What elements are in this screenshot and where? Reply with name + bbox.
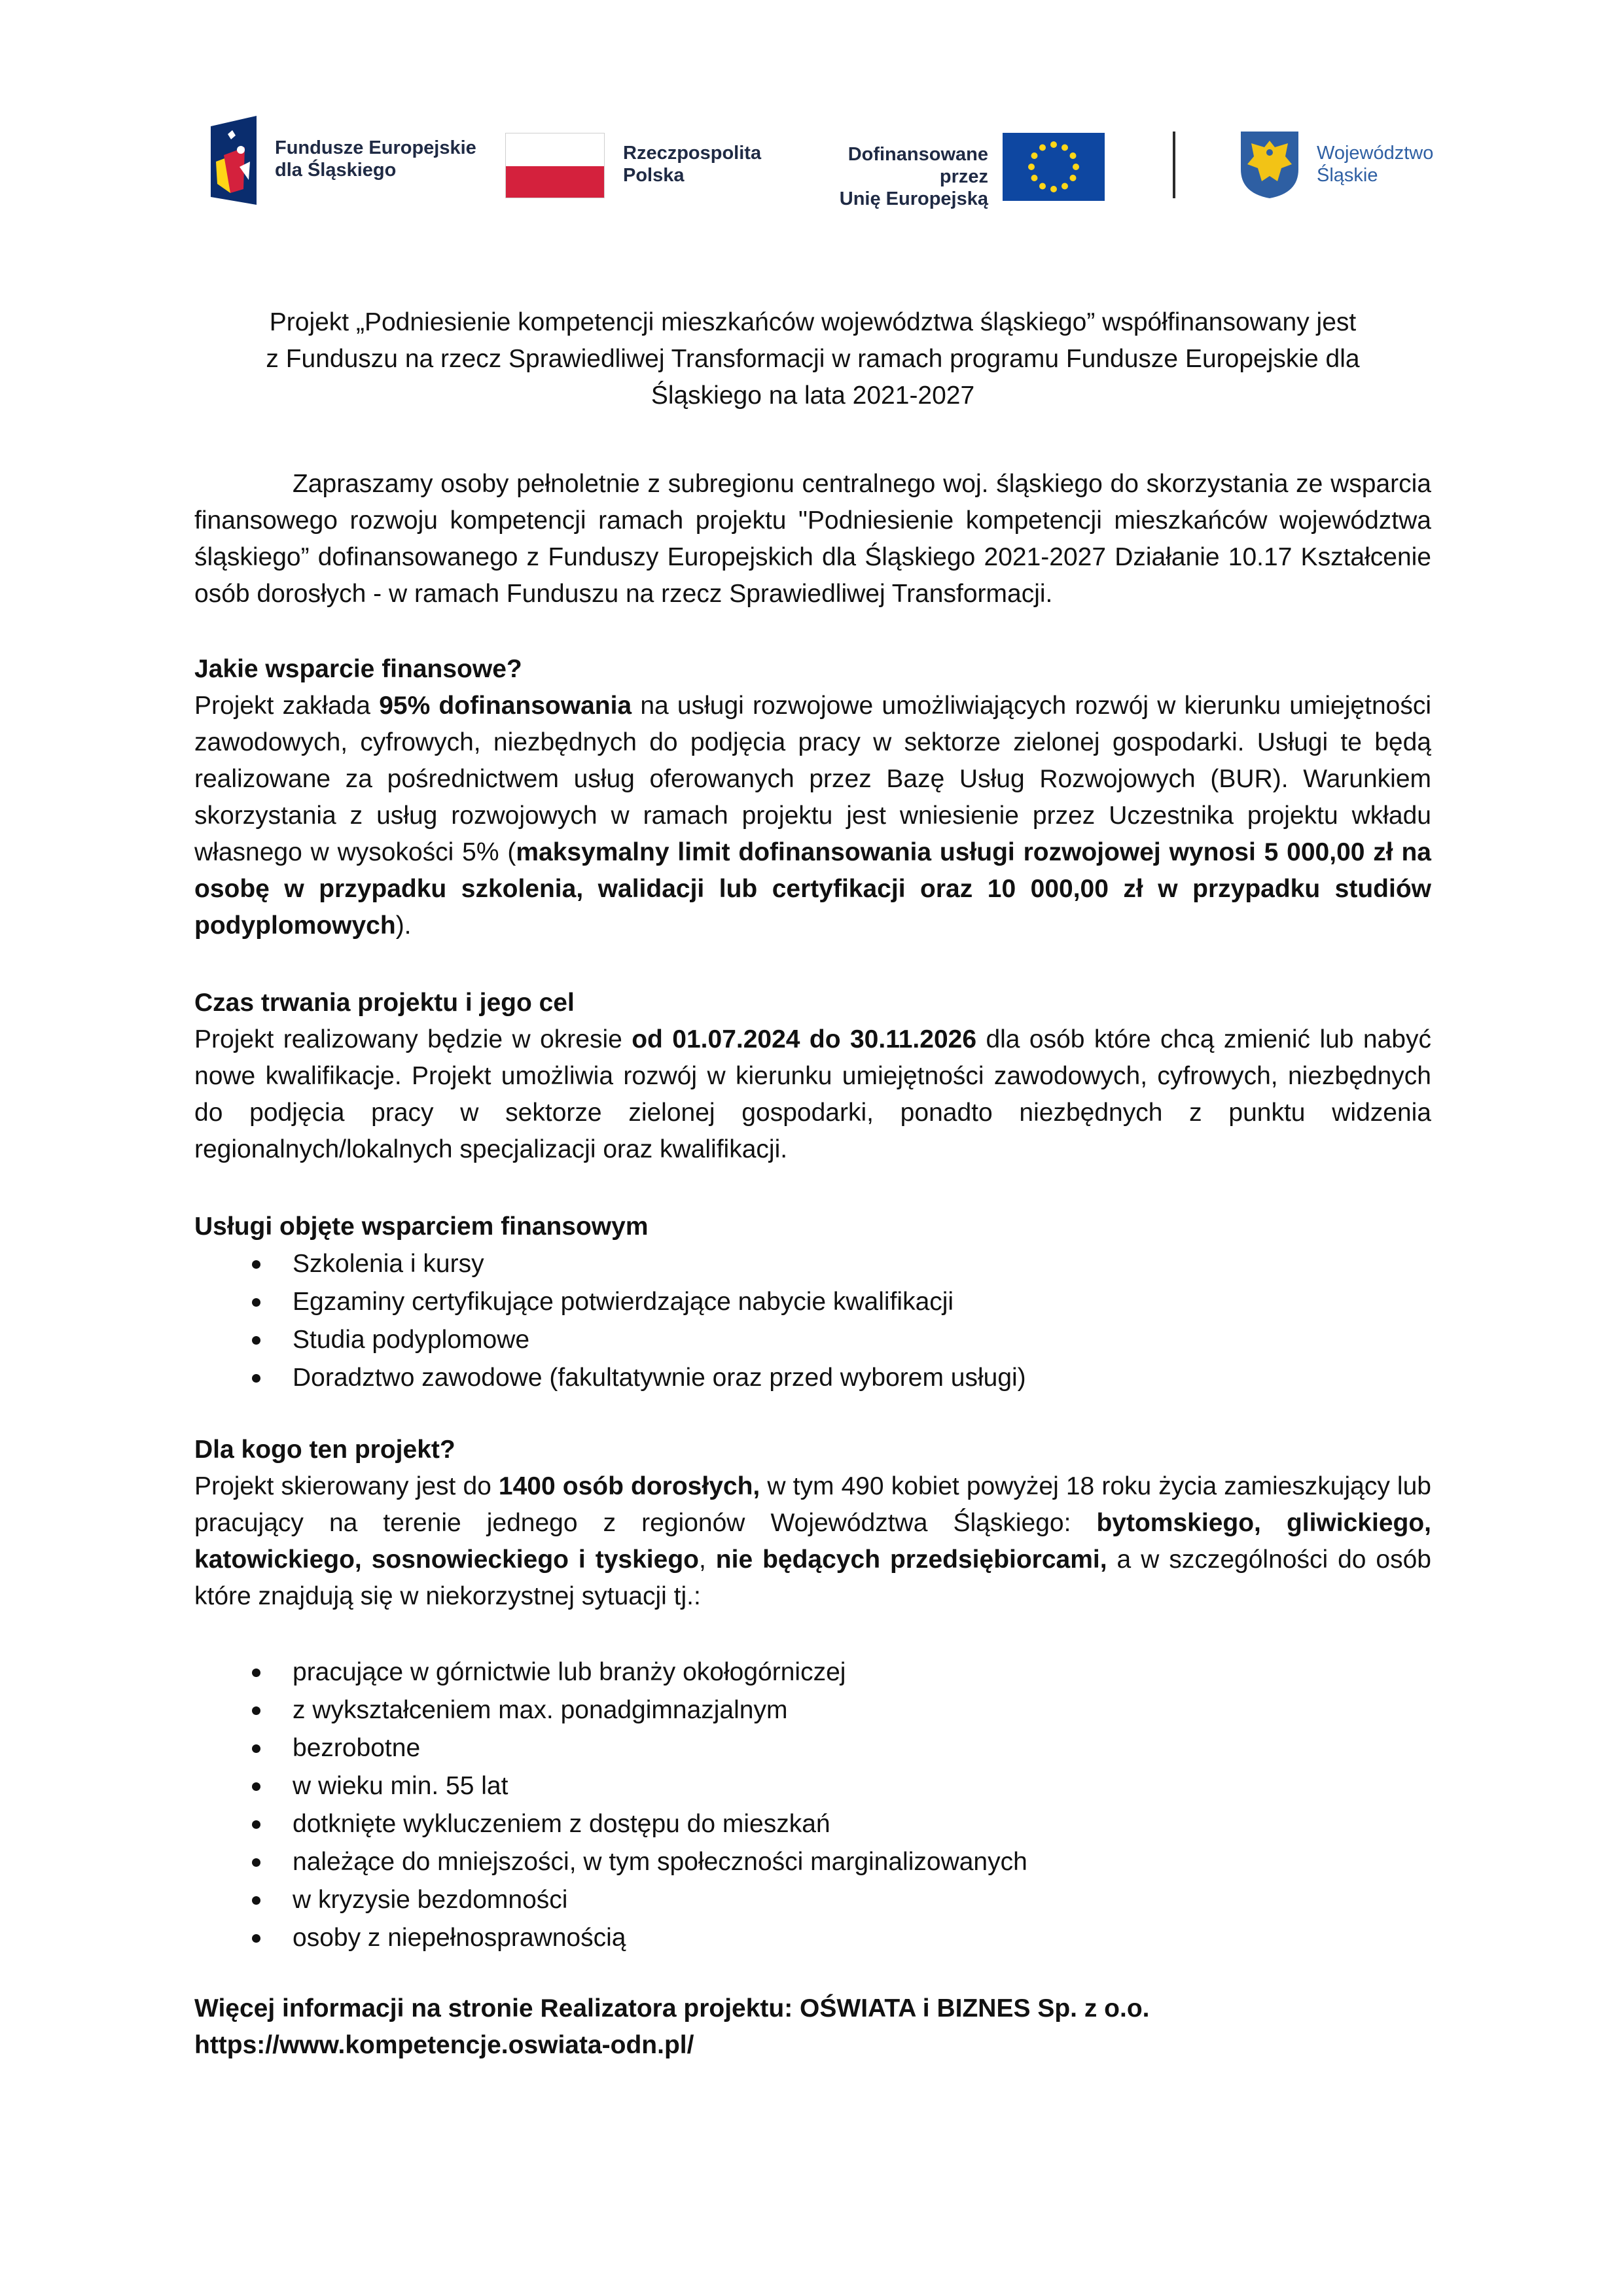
section-target-group [194, 1432, 1431, 1615]
ws-logo-line2: Śląskie [1317, 165, 1378, 186]
text-run: , [698, 1545, 716, 1574]
text-run: Projekt skierowany jest do [194, 1472, 499, 1500]
list-item: należące do mniejszości, w tym społeczności marginalizowanych [194, 1843, 1431, 1881]
logo-divider [1173, 132, 1175, 198]
list-item: dotknięte wykluczeniem z dostępu do mieszkań [194, 1805, 1431, 1843]
intro-title [194, 304, 1431, 414]
rp-logo [505, 133, 760, 198]
section-paragraph [194, 1021, 1431, 1168]
logo-bar [211, 115, 1441, 209]
intro-title-line: Projekt „Podniesienie kompetencji mieszkańców województwa śląskiego” współfinansowany jest [269, 308, 1357, 336]
section-financial-support [194, 651, 1431, 944]
footer-info [194, 1990, 1431, 2064]
text-run: a w szczególności do osób które znajdują się w niekorzystnej sytuacji tj.: [194, 1545, 1432, 1610]
list-item: pracujące w górnictwie lub branży okołogórniczej [194, 1653, 1431, 1691]
list-item: Doradztwo zawodowe (fakultatywnie oraz przed wyborem usługi) [194, 1359, 1431, 1397]
list-item: Egzaminy certyfikujące potwierdzające nabycie kwalifikacji [194, 1283, 1431, 1321]
polish-flag-icon [505, 133, 605, 198]
list-item: Szkolenia i kursy [194, 1245, 1431, 1283]
section-paragraph [194, 688, 1431, 944]
section-services [194, 1209, 1431, 1397]
list-item: bezrobotne [194, 1729, 1431, 1767]
target-group-list [194, 1653, 1431, 1957]
intro-title-line: z Funduszu na rzecz Sprawiedliwej Transformacji w ramach programu Fundusze Europejskie dla [266, 345, 1360, 373]
intro-paragraph: Zapraszamy osoby pełnoletnie z subregionu centralnego woj. śląskiego do skorzystania ze wsparcia finansowego rozwoju kompetencji ramach projektu "Podniesienie kompetencji mieszkańców województwa śląskiego” dofinansowanego z Funduszy Europejskich dla Śląskiego 2021-2027 Działanie 10.17 Kształcenie osób dorosłych - w ramach Funduszu na rzecz Sprawiedliwej Transformacji. [194, 470, 1431, 608]
text-run: dla osób które chcą zmienić lub nabyć nowe kwalifikacje. Projekt umożliwia rozwój w kierunku umiejętności zawodowych, cyfrowych, niezbędnych do podjęcia pracy w sektorze zielonej gospodarki, ponadto niezbędnych z punktu widzenia regionalnych/lokalnych specjalizacji oraz kwalifikacji. [194, 1025, 1431, 1163]
intro-title-line: Śląskiego na lata 2021-2027 [651, 381, 975, 410]
bold-run: 1400 osób dorosłych, [498, 1472, 760, 1500]
bold-run: od 01.07.2024 do 30.11.2026 [632, 1025, 977, 1053]
text-run: na usługi rozwojowe umożliwiających rozwój w kierunku umiejętności zawodowych, cyfrowych, niezbędnych do podjęcia pracy w sektorze zielonej gospodarki. Usługi te będą realizowane za pośrednictwem usług oferowanych przez Bazę Usług Rozwojowych (BUR). Warunkiem skorzystania z usług rozwojowych w ramach projektu jest wniesienie przez Uczestnika projektu wkładu własnego w wysokości 5% ( [194, 692, 1431, 866]
section-paragraph [194, 1468, 1431, 1615]
project-website-link[interactable]: https://www.kompetencje.oswiata-odn.pl/ [194, 2031, 694, 2059]
text-run: w tym 490 kobiet powyżej 18 roku życia zamieszkujący lub pracujący na terenie jednego z regionów Województwa Śląskiego: [194, 1472, 1431, 1537]
bold-run: 95% dofinansowania [379, 692, 632, 720]
text-run: Projekt zakłada [194, 692, 380, 720]
rp-logo-line1: Rzeczpospolita [623, 143, 762, 164]
text-run: ). [395, 911, 412, 940]
bold-run: maksymalny limit dofinansowania usługi rozwojowej wynosi 5 000,00 zł na osobę w przypadku szkolenia, walidacji lub certyfikacji oraz 10 000,00 zł w przypadku studiów podyplomowych [194, 838, 1431, 940]
silesian-eagle-icon [1240, 130, 1300, 198]
eu-logo-line2: Unię Europejską [839, 188, 988, 209]
services-list [194, 1245, 1431, 1397]
section-heading: Dla kogo ten projekt? [194, 1436, 455, 1464]
fe-logo [211, 116, 476, 205]
footer-line: Więcej informacji na stronie Realizatora projektu: OŚWIATA i BIZNES Sp. z o.o. [194, 1994, 1150, 2022]
eu-flag-icon [1003, 133, 1105, 201]
eu-logo [798, 133, 1113, 209]
eu-logo-line1: Dofinansowane przez [847, 144, 988, 187]
section-duration [194, 985, 1431, 1168]
ws-logo [1240, 128, 1449, 203]
ws-logo-line1: Województwo [1317, 143, 1434, 164]
list-item: Studia podyplomowe [194, 1321, 1431, 1359]
fe-logo-line1: Fundusze Europejskie [275, 137, 476, 158]
section-heading: Jakie wsparcie finansowe? [194, 655, 522, 683]
section-heading: Czas trwania projektu i jego cel [194, 989, 575, 1017]
fe-emblem-icon [211, 116, 257, 205]
bold-run: bytomskiego, gliwickiego, katowickiego, sosnowieckiego i tyskiego [194, 1509, 1431, 1574]
fe-logo-line2: dla Śląskiego [275, 160, 397, 181]
list-item: z wykształceniem max. ponadgimnazjalnym [194, 1691, 1431, 1729]
list-item: w kryzysie bezdomności [194, 1881, 1431, 1919]
rp-logo-line2: Polska [623, 165, 685, 186]
section-heading: Usługi objęte wsparciem finansowym [194, 1212, 649, 1241]
text-run: Projekt realizowany będzie w okresie [194, 1025, 632, 1053]
list-item: osoby z niepełnosprawnością [194, 1919, 1431, 1957]
list-item: w wieku min. 55 lat [194, 1767, 1431, 1805]
bold-run: nie będących przedsiębiorcami, [715, 1545, 1107, 1574]
